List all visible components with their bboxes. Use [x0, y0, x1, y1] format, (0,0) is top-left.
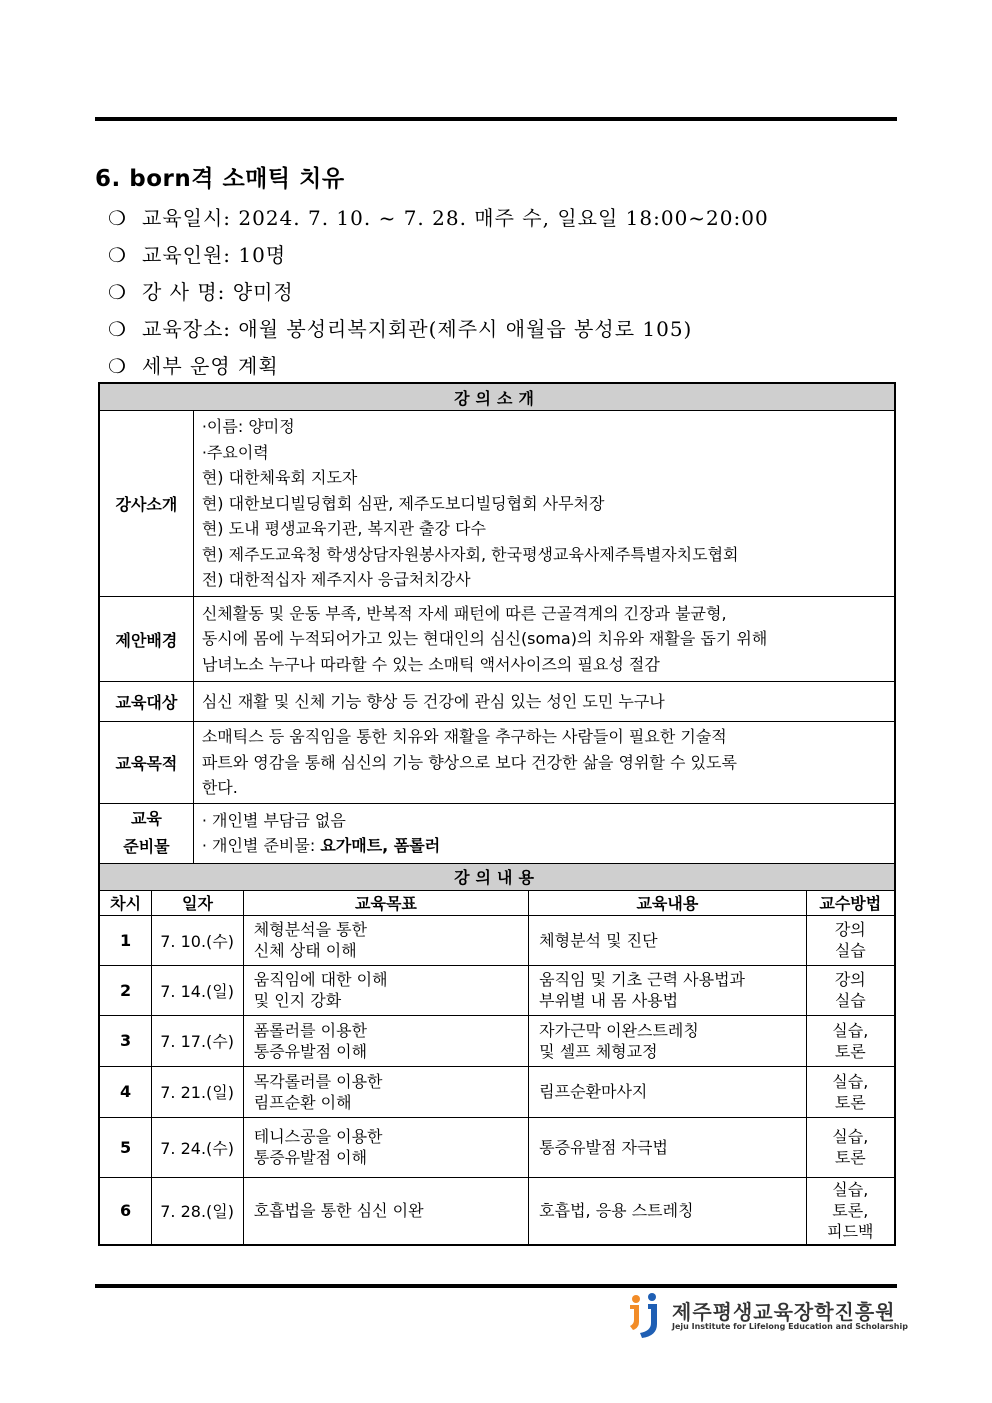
- session-goal: 폼롤러를 이용한 통증유발점 이해: [243, 1015, 528, 1066]
- info-place: ❍ 교육장소: 애월 봉성리복지회관(제주시 애월읍 봉성로 105): [108, 317, 693, 341]
- top-rule: [95, 117, 897, 121]
- session-date: 7. 14.(일): [152, 965, 244, 1015]
- institute-logo: [626, 1292, 908, 1340]
- session-method: 강의 실습: [806, 915, 895, 965]
- schedule-row: [99, 915, 895, 965]
- session-goal: 테니스공을 이용한 통증유발점 이해: [243, 1117, 528, 1177]
- info-plan: ❍ 세부 운영 계획: [108, 354, 279, 378]
- course-table: [98, 382, 896, 1246]
- schedule-heading: 강의내용: [99, 863, 895, 890]
- session-date: 7. 17.(수): [152, 1015, 244, 1066]
- session-goal: 움직임에 대한 이해 및 인지 강화: [243, 965, 528, 1015]
- institute-name: 제주평생교육장학진흥원: [672, 1300, 896, 1324]
- session-number: 4: [99, 1066, 152, 1117]
- materials-text: · 개인별 부담금 없음 · 개인별 준비물: 요가매트, 폼롤러: [193, 803, 895, 863]
- schedule-row: [99, 1177, 895, 1245]
- schedule-row: [99, 1066, 895, 1117]
- target-label: 교육대상: [99, 682, 193, 722]
- session-number: 2: [99, 965, 152, 1015]
- session-goal: 호흡법을 통한 심신 이완: [243, 1177, 528, 1245]
- schedule-row: [99, 1117, 895, 1177]
- purpose-label: 교육목적: [99, 722, 193, 804]
- session-method: 실습, 토론: [806, 1015, 895, 1066]
- col-header-session: 차시: [99, 890, 152, 915]
- session-method: 강의 실습: [806, 965, 895, 1015]
- schedule-body: [99, 915, 895, 1245]
- instructor-label: 강사소개: [99, 411, 193, 597]
- institute-logo-icon: [626, 1292, 666, 1338]
- session-method: 실습, 토론: [806, 1117, 895, 1177]
- session-content: 림프순환마사지: [529, 1066, 806, 1117]
- col-header-method: 교수방법: [806, 890, 895, 915]
- col-header-content: 교육내용: [529, 890, 806, 915]
- section-title: 6. born격 소매틱 치유: [95, 166, 345, 192]
- session-content: 호흡법, 응용 스트레칭: [529, 1177, 806, 1245]
- session-date: 7. 21.(일): [152, 1066, 244, 1117]
- session-content: 자가근막 이완스트레칭 및 셀프 체형교정: [529, 1015, 806, 1066]
- materials-label: 교육 준비물: [99, 803, 193, 863]
- session-content: 움직임 및 기초 근력 사용법과 부위별 내 몸 사용법: [529, 965, 806, 1015]
- session-method: 실습, 토론, 피드백: [806, 1177, 895, 1245]
- session-content: 통증유발점 자극법: [529, 1117, 806, 1177]
- session-date: 7. 24.(수): [152, 1117, 244, 1177]
- background-text: 신체활동 및 운동 부족, 반복적 자세 패턴에 따른 근골격계의 긴장과 불균형, 동시에 몸에 누적되어가고 있는 현대인의 심신(soma)의 치유와 재활을 돕기 위해 남녀노소 누구나 따라할 수 있는 소매틱 액서사이즈의 필요성 절감: [193, 597, 895, 682]
- session-number: 5: [99, 1117, 152, 1177]
- circle-bullet-icon: ❍: [108, 317, 127, 341]
- circle-bullet-icon: ❍: [108, 280, 127, 304]
- intro-heading: 강의소개: [99, 383, 895, 411]
- session-method: 실습, 토론: [806, 1066, 895, 1117]
- col-header-date: 일자: [152, 890, 244, 915]
- session-goal: 목각롤러를 이용한 림프순환 이해: [243, 1066, 528, 1117]
- bottom-rule: [95, 1284, 897, 1288]
- session-number: 3: [99, 1015, 152, 1066]
- col-header-goal: 교육목표: [243, 890, 528, 915]
- instructor-details: ·이름: 양미정 ·주요이력 현) 대한체육회 지도자 현) 대한보디빌딩협회 심판, 제주도보디빌딩협회 사무처장 현) 도내 평생교육기관, 복지관 출강 다수 현) 제주도교육청 학생상담자원봉사자회, 한국평생교육사제주특별자치도협회 전) 대한적십자 제주지사 응급처치강사: [193, 411, 895, 597]
- circle-bullet-icon: ❍: [108, 354, 127, 378]
- institute-subtitle: Jeju Institute for Lifelong Education and Scholarship: [672, 1322, 908, 1331]
- background-label: 제안배경: [99, 597, 193, 682]
- info-people: ❍ 교육인원: 10명: [108, 243, 287, 267]
- session-goal: 체형분석을 통한 신체 상태 이해: [243, 915, 528, 965]
- session-date: 7. 10.(수): [152, 915, 244, 965]
- circle-bullet-icon: ❍: [108, 243, 127, 267]
- session-content: 체형분석 및 진단: [529, 915, 806, 965]
- circle-bullet-icon: ❍: [108, 206, 127, 230]
- schedule-row: [99, 965, 895, 1015]
- session-number: 1: [99, 915, 152, 965]
- session-number: 6: [99, 1177, 152, 1245]
- info-date: ❍ 교육일시: 2024. 7. 10. ~ 7. 28. 매주 수, 일요일 18:00~20:00: [108, 206, 769, 230]
- session-date: 7. 28.(일): [152, 1177, 244, 1245]
- purpose-text: 소매틱스 등 움직임을 통한 치유와 재활을 추구하는 사람들이 필요한 기술적 파트와 영감을 통해 심신의 기능 향상으로 보다 건강한 삶을 영위할 수 있도록 한다.: [193, 722, 895, 804]
- schedule-header-row: [99, 890, 895, 915]
- target-text: 심신 재활 및 신체 기능 향상 등 건강에 관심 있는 성인 도민 누구나: [193, 682, 895, 722]
- info-instructor: ❍ 강 사 명: 양미정: [108, 280, 294, 304]
- schedule-row: [99, 1015, 895, 1066]
